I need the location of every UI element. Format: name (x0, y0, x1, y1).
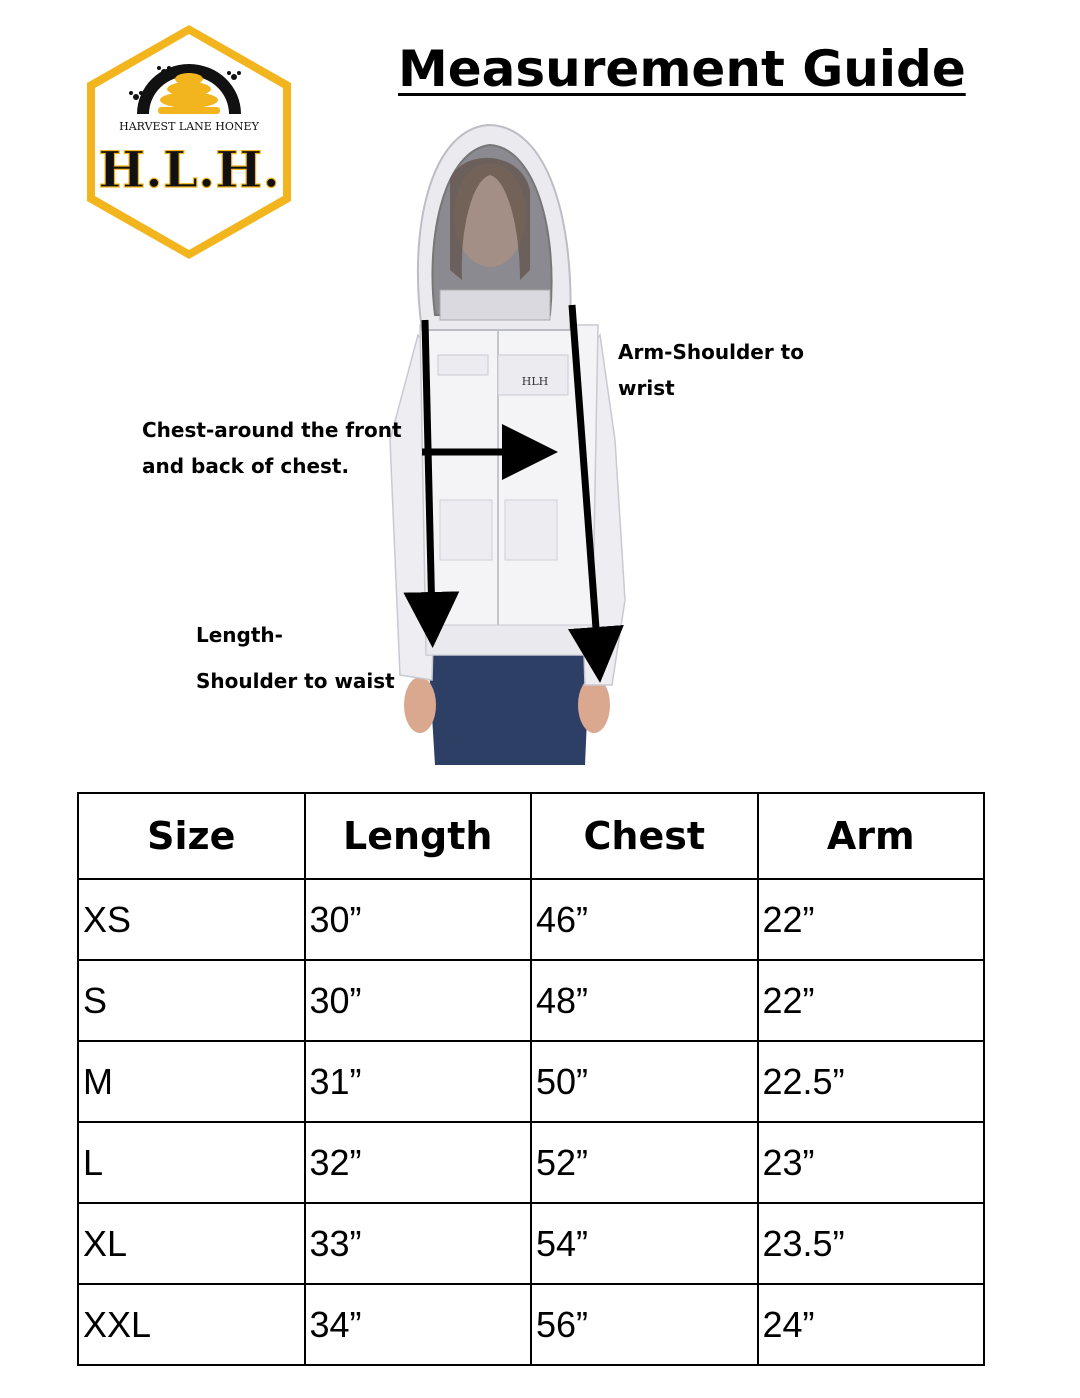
cell-size: XS (78, 879, 305, 960)
size-chart-table (77, 792, 985, 1366)
cell-chest: 52” (531, 1122, 758, 1203)
cell-chest: 50” (531, 1041, 758, 1122)
length-note-line-1: Length- (196, 623, 283, 647)
header-size: Size (78, 793, 305, 879)
cell-length: 32” (305, 1122, 532, 1203)
arm-measurement-note (618, 334, 804, 406)
cell-arm: 22.5” (758, 1041, 985, 1122)
cell-size: S (78, 960, 305, 1041)
table-row (78, 960, 984, 1041)
cell-length: 30” (305, 879, 532, 960)
table-row (78, 1122, 984, 1203)
table-row (78, 1041, 984, 1122)
cell-size: M (78, 1041, 305, 1122)
cell-arm: 24” (758, 1284, 985, 1365)
cell-arm: 22” (758, 879, 985, 960)
cell-arm: 22” (758, 960, 985, 1041)
cell-length: 34” (305, 1284, 532, 1365)
arm-note-line-2: wrist (618, 376, 675, 400)
length-measurement-note (196, 612, 395, 704)
chest-note-line-2: and back of chest. (142, 454, 350, 478)
cell-arm: 23” (758, 1122, 985, 1203)
header-chest: Chest (531, 793, 758, 879)
length-note-line-2: Shoulder to waist (196, 669, 395, 693)
cell-size: XL (78, 1203, 305, 1284)
cell-length: 33” (305, 1203, 532, 1284)
beekeeping-jacket-photo (380, 120, 640, 765)
cell-size: L (78, 1122, 305, 1203)
cell-size: XXL (78, 1284, 305, 1365)
cell-arm: 23.5” (758, 1203, 985, 1284)
logo-monogram: H.L.H. (98, 140, 280, 199)
cell-chest: 46” (531, 879, 758, 960)
arm-note-line-1: Arm-Shoulder to (618, 340, 804, 364)
cell-chest: 54” (531, 1203, 758, 1284)
cell-length: 31” (305, 1041, 532, 1122)
harvest-lane-honey-logo (84, 22, 294, 262)
chest-note-line-1: Chest-around the front (142, 418, 402, 442)
table-row (78, 1203, 984, 1284)
table-header-row (78, 793, 984, 879)
page-title: Measurement Guide (398, 40, 966, 98)
header-length: Length (305, 793, 532, 879)
chest-measurement-note (142, 412, 402, 484)
jacket-pocket-text: HLH (521, 375, 549, 388)
cell-chest: 56” (531, 1284, 758, 1365)
table-row (78, 1284, 984, 1365)
header-arm: Arm (758, 793, 985, 879)
cell-length: 30” (305, 960, 532, 1041)
table-row (78, 879, 984, 960)
logo-brand-name: HARVEST LANE HONEY (119, 120, 259, 133)
cell-chest: 48” (531, 960, 758, 1041)
